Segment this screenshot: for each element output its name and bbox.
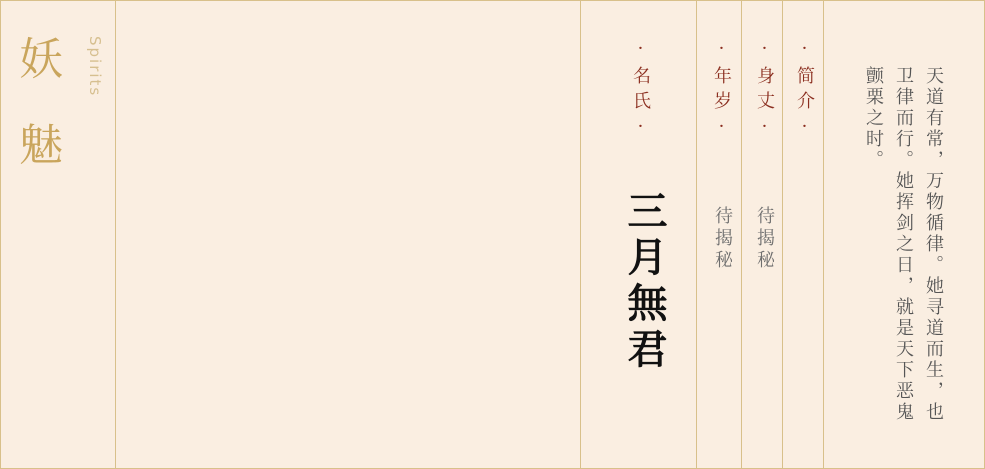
name-label: ·名氏·	[630, 38, 651, 144]
category-title-char-1[interactable]: 妖	[19, 34, 63, 85]
divider	[782, 0, 783, 469]
intro-text: 天道有常，万物循律。她寻道而生，也卫律而行。她挥剑之日，就是天下恶鬼颤栗之时。	[863, 66, 944, 423]
divider	[741, 0, 742, 469]
height-value: 待揭秘	[754, 206, 775, 272]
category-title-char-2[interactable]: 魅	[19, 120, 63, 171]
character-name: 三月無君	[621, 190, 668, 374]
divider	[823, 0, 824, 469]
category-subtitle: Spirits	[86, 36, 104, 98]
intro-label: ·简介·	[794, 38, 815, 144]
divider	[696, 0, 697, 469]
age-value: 待揭秘	[712, 206, 733, 272]
height-label: ·身丈·	[754, 38, 775, 144]
age-label: ·年岁·	[711, 38, 732, 144]
divider	[580, 0, 581, 469]
divider	[115, 0, 116, 469]
